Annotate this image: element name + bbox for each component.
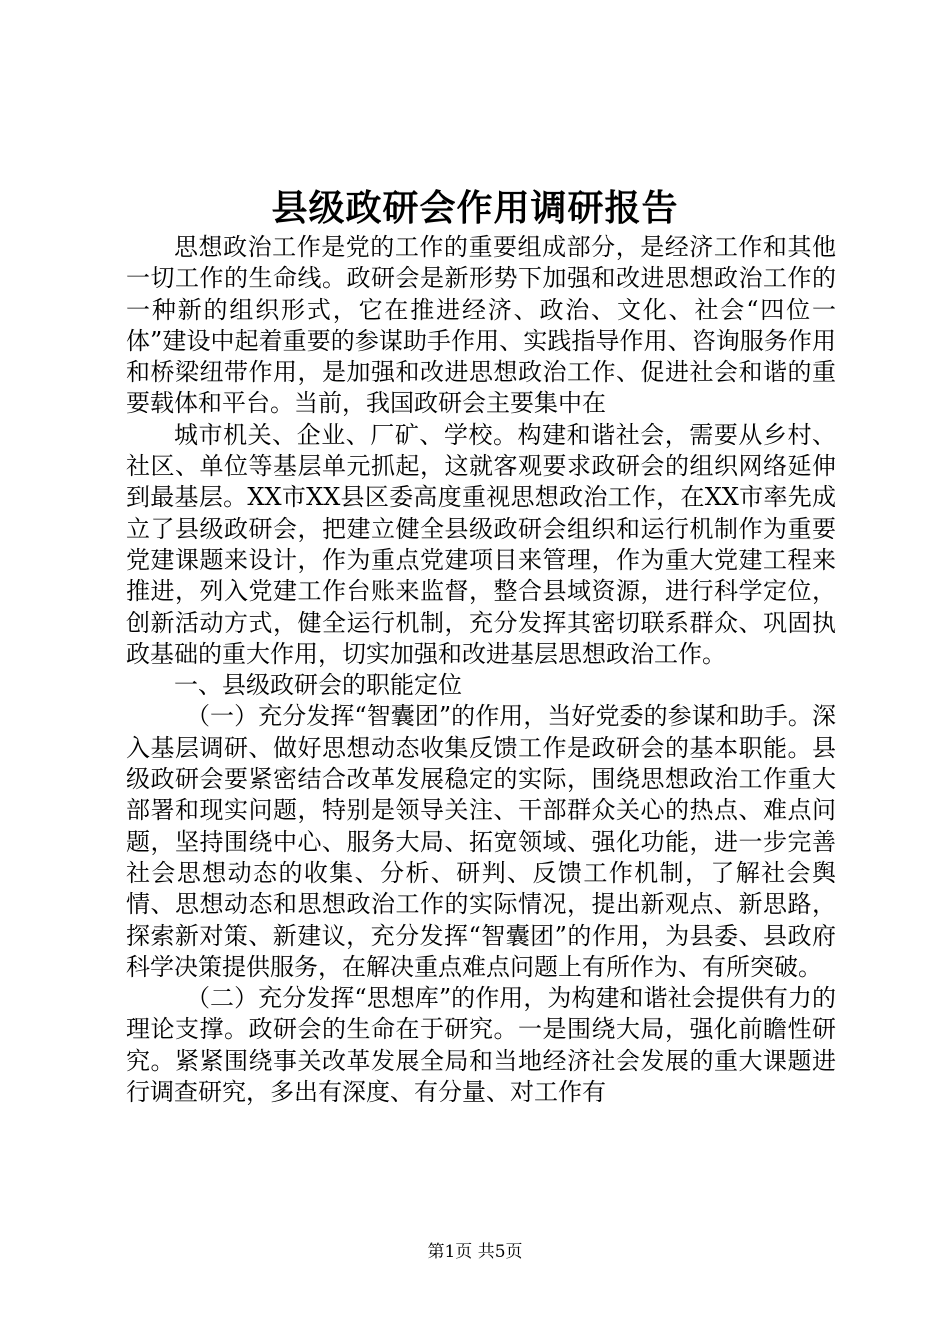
paragraph-background: 城市机关、企业、厂矿、学校。构建和谐社会，需要从乡村、社区、单位等基层单元抓起，这就客观要求政研会的组织网络延伸到最基层。XX市XX县区委高度重视思想政治工作，在XX市率先成立了县级政研会，把建立健全县级政研会组织和运行机制作为重要党建课题来设计，作为重点党建项目来管理，作为重大党建工程来推进，列入党建工作台账来监督，整合县域资源，进行科学定位，创新活动方式，健全运行机制，充分发挥其密切联系群众、巩固执政基础的重大作用，切实加强和改进基层思想政治工作。 <box>126 420 836 668</box>
document-title: 县级政研会作用调研报告 <box>271 187 679 229</box>
paragraph-subsection-1: （一）充分发挥“智囊团”的作用，当好党委的参谋和助手。深入基层调研、做好思想动态收集反馈工作是政研会的基本职能。县级政研会要紧密结合改革发展稳定的实际，围绕思想政治工作重大部署和现实问题，特别是领导关注、干部群众关心的热点、难点问题，坚持围绕中心、服务大局、拓宽领域、强化功能，进一步完善社会思想动态的收集、分析、研判、反馈工作机制，了解社会舆情、思想动态和思想政治工作的实际情况，提出新观点、新思路，探索新对策、新建议，充分发挥“智囊团”的作用，为县委、县政府科学决策提供服务，在解决重点难点问题上有所作为、有所突破。 <box>126 702 836 981</box>
page-number-footer: 第1页 共5页 <box>427 1242 523 1262</box>
paragraph-intro: 思想政治工作是党的工作的重要组成部分，是经济工作和其他一切工作的生命线。政研会是新形势下加强和改进思想政治工作的一种新的组织形式，它在推进经济、政治、文化、社会“四位一体”建设中起着重要的参谋助手作用、实践指导作用、咨询服务作用和桥梁纽带作用，是加强和改进思想政治工作、促进社会和谐的重要载体和平台。当前，我国政研会主要集中在 <box>126 233 836 418</box>
section-heading-1: 一、县级政研会的职能定位 <box>174 671 462 700</box>
document-body <box>126 232 836 1108</box>
paragraph-subsection-2: （二）充分发挥“思想库”的作用，为构建和谐社会提供有力的理论支撑。政研会的生命在于研究。一是围绕大局，强化前瞻性研究。紧紧围绕事关改革发展全局和当地经济社会发展的重大课题进行调查研究，多出有深度、有分量、对工作有 <box>126 984 836 1107</box>
